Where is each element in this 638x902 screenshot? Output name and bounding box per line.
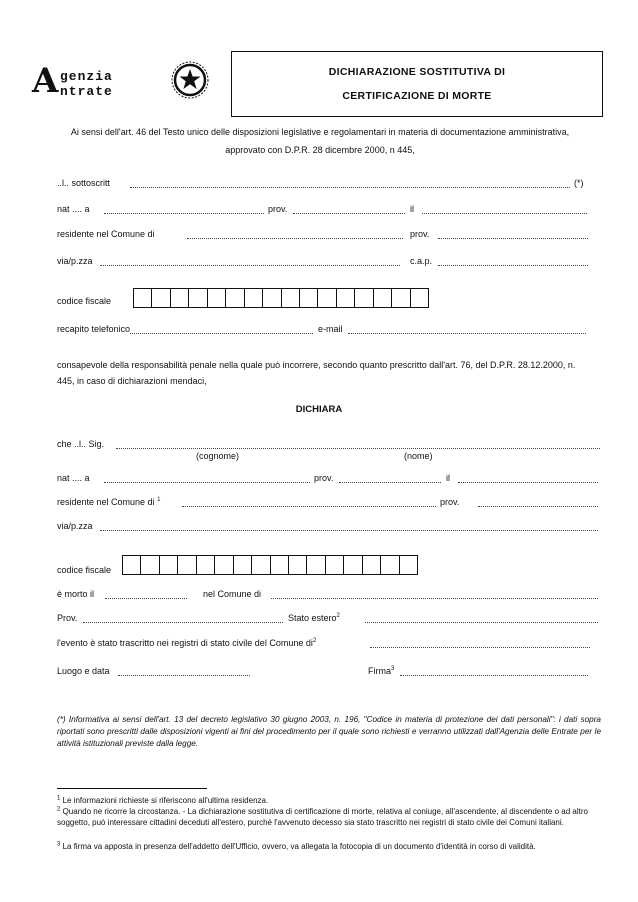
deceased-name-field[interactable]	[116, 448, 600, 449]
deceased-prov-field[interactable]	[339, 482, 441, 483]
deceased-date-label: il	[446, 473, 450, 483]
fiscal-code-cell[interactable]	[245, 289, 263, 307]
fiscal-code-cell[interactable]	[411, 289, 428, 307]
place-date-field[interactable]	[118, 675, 250, 676]
fiscal-code-cell[interactable]	[178, 556, 196, 574]
address-field[interactable]	[100, 265, 400, 266]
footnote-divider	[57, 788, 207, 789]
sottoscritt-label: ..l.. sottoscritt	[57, 178, 111, 188]
transcription-label: l'evento è stato trascritto nei registri di stato civile del Comune $di^2$	[57, 638, 317, 648]
deceased-address-label: via/p.zza	[57, 521, 93, 531]
fiscal-code-cell[interactable]	[326, 556, 344, 574]
italian-emblem-icon	[170, 60, 210, 100]
residence-prov-label: prov.	[410, 229, 430, 239]
title-line-1: DICHIARAZIONE SOSTITUTIVA DI	[328, 66, 506, 78]
fiscal-code-cell[interactable]	[215, 556, 233, 574]
fiscal-code-cell[interactable]	[363, 556, 381, 574]
phone-field[interactable]	[130, 333, 313, 334]
fiscal-code-cell[interactable]	[355, 289, 373, 307]
fiscal-code-cell[interactable]	[152, 289, 170, 307]
footnote-1: $^1$ Le informazioni richieste si riferiscono all'ultima residenza.	[57, 795, 269, 805]
deceased-fiscal-code-boxes[interactable]	[122, 555, 418, 575]
fiscal-code-cell[interactable]	[271, 556, 289, 574]
signature-field[interactable]	[400, 675, 588, 676]
residence-label: residente nel Comune di	[57, 229, 155, 239]
deceased-address-field[interactable]	[100, 530, 598, 531]
death-prov-label: Prov.	[57, 613, 78, 623]
deceased-name-label: che ..l.. Sig.	[57, 439, 105, 449]
deceased-prov-label: prov.	[314, 473, 334, 483]
fiscal-code-cell[interactable]	[400, 556, 417, 574]
email-field[interactable]	[348, 333, 586, 334]
nome-hint: (nome)	[404, 451, 433, 461]
deceased-res-prov-label: prov.	[440, 497, 460, 507]
residence-field[interactable]	[187, 238, 403, 239]
fiscal-code-cell[interactable]	[392, 289, 410, 307]
fiscal-code-cell[interactable]	[289, 556, 307, 574]
fiscal-code-cell[interactable]	[337, 289, 355, 307]
foreign-state-field[interactable]	[365, 622, 598, 623]
title-box	[231, 51, 603, 117]
logo-initial: A	[32, 61, 59, 101]
deceased-residence-label: residente nel Comune di $^1$	[57, 497, 161, 507]
birth-prov-label: prov.	[268, 204, 288, 214]
fiscal-code-cell[interactable]	[189, 289, 207, 307]
fiscal-code-cell[interactable]	[234, 556, 252, 574]
email-label: e-mail	[318, 324, 343, 334]
fiscal-code-cell[interactable]	[208, 289, 226, 307]
fiscal-code-cell[interactable]	[134, 289, 152, 307]
fiscal-code-cell[interactable]	[344, 556, 362, 574]
fiscal-code-cell[interactable]	[252, 556, 270, 574]
consapevole-text: consapevole della responsabilità penale nella quale può incorrere, secondo quanto prescritto dall'art. 76, del D.P.R. 28.12.2000, n. 445, in caso di dichiarazioni mendaci,	[57, 360, 576, 386]
birth-date-label: il	[410, 204, 414, 214]
signature-label: Firma$^3$	[368, 666, 395, 676]
death-comune-field[interactable]	[271, 598, 598, 599]
birth-date-field[interactable]	[422, 213, 587, 214]
fiscal-code-cell[interactable]	[307, 556, 325, 574]
deceased-fiscal-code-label: codice fiscale	[57, 565, 112, 575]
footnote-3: $^3$ La firma va apposta in presenza dell'addetto dell'Ufficio, ovvero, va allegata la fotocopia di un documento d'identità in corso di validità.	[57, 841, 536, 851]
deceased-birth-label: nat .... a	[57, 473, 90, 483]
title-line-2: CERTIFICAZIONE DI MORTE	[342, 90, 492, 102]
fiscal-code-cell[interactable]	[282, 289, 300, 307]
deceased-res-prov-field[interactable]	[478, 506, 598, 507]
death-prov-field[interactable]	[83, 622, 283, 623]
fiscal-code-cell[interactable]	[263, 289, 281, 307]
intro-text: Ai sensi dell'art. 46 del Testo unico delle disposizioni legislative e regolamentari in materia di documentazione amministrativa, approvato con D.P.R. 28 dicembre 2000, n 445,	[70, 127, 570, 155]
fiscal-code-boxes[interactable]	[133, 288, 429, 308]
foreign-state-label: Stato estero$^2$	[288, 613, 340, 623]
death-comune-label: nel Comune di	[203, 589, 262, 599]
fiscal-code-cell[interactable]	[197, 556, 215, 574]
cap-label: c.a.p.	[410, 256, 433, 266]
privacy-note: (*) Informativa ai sensi dell'art. 13 del decreto legislativo 30 giugno 2003, n. 196, "Codice in materia di protezione dei dati personali": i dati sopra riportati sono prescritti dalle disposizioni vigenti ai fini del procedimento per il quale sono richiesti e verranno utilizzati dall'Agenzia delle Entrate per le attività istituzionali previste dalla legge.	[57, 715, 601, 748]
deceased-residence-field[interactable]	[182, 506, 436, 507]
fiscal-code-cell[interactable]	[300, 289, 318, 307]
death-date-label: è morto il	[57, 589, 95, 599]
logo-line1: genzia	[60, 69, 113, 84]
birth-place-field[interactable]	[104, 213, 264, 214]
birth-prov-field[interactable]	[293, 213, 405, 214]
fiscal-code-cell[interactable]	[123, 556, 141, 574]
residence-prov-field[interactable]	[438, 238, 588, 239]
cap-field[interactable]	[438, 265, 588, 266]
deceased-date-field[interactable]	[458, 482, 598, 483]
logo-line2: ntrate	[60, 84, 113, 99]
transcription-field[interactable]	[370, 647, 590, 648]
fiscal-code-cell[interactable]	[374, 289, 392, 307]
footnote-2: $^2$ Quando ne ricorre la circostanza. - La dichiarazione sostitutiva di certificazione di morte, relativa al coniuge, all'ascendente, al discendente o ad altro soggetto, può interessare cittadini deceduti all'estero, purché l'avvenuto decesso sia stato trascritto nei registri di stato civile dei Comuni italiani.	[57, 806, 588, 827]
fiscal-code-cell[interactable]	[226, 289, 244, 307]
privacy-star: (*)	[574, 178, 584, 188]
fiscal-code-cell[interactable]	[171, 289, 189, 307]
fiscal-code-cell[interactable]	[381, 556, 399, 574]
place-date-label: Luogo e data	[57, 666, 110, 676]
birth-place-label: nat .... a	[57, 204, 90, 214]
fiscal-code-label: codice fiscale	[57, 296, 112, 306]
agenzia-entrate-logo	[30, 52, 230, 114]
fiscal-code-cell[interactable]	[318, 289, 336, 307]
dichiara-heading: DICHIARA	[295, 404, 343, 415]
address-label: via/p.zza	[57, 256, 93, 266]
fiscal-code-cell[interactable]	[160, 556, 178, 574]
cognome-hint: (cognome)	[196, 451, 240, 461]
phone-label: recapito telefonico	[57, 324, 131, 334]
fiscal-code-cell[interactable]	[141, 556, 159, 574]
death-date-field[interactable]	[105, 598, 187, 599]
sottoscritt-field[interactable]	[130, 187, 570, 188]
deceased-birth-field[interactable]	[104, 482, 310, 483]
